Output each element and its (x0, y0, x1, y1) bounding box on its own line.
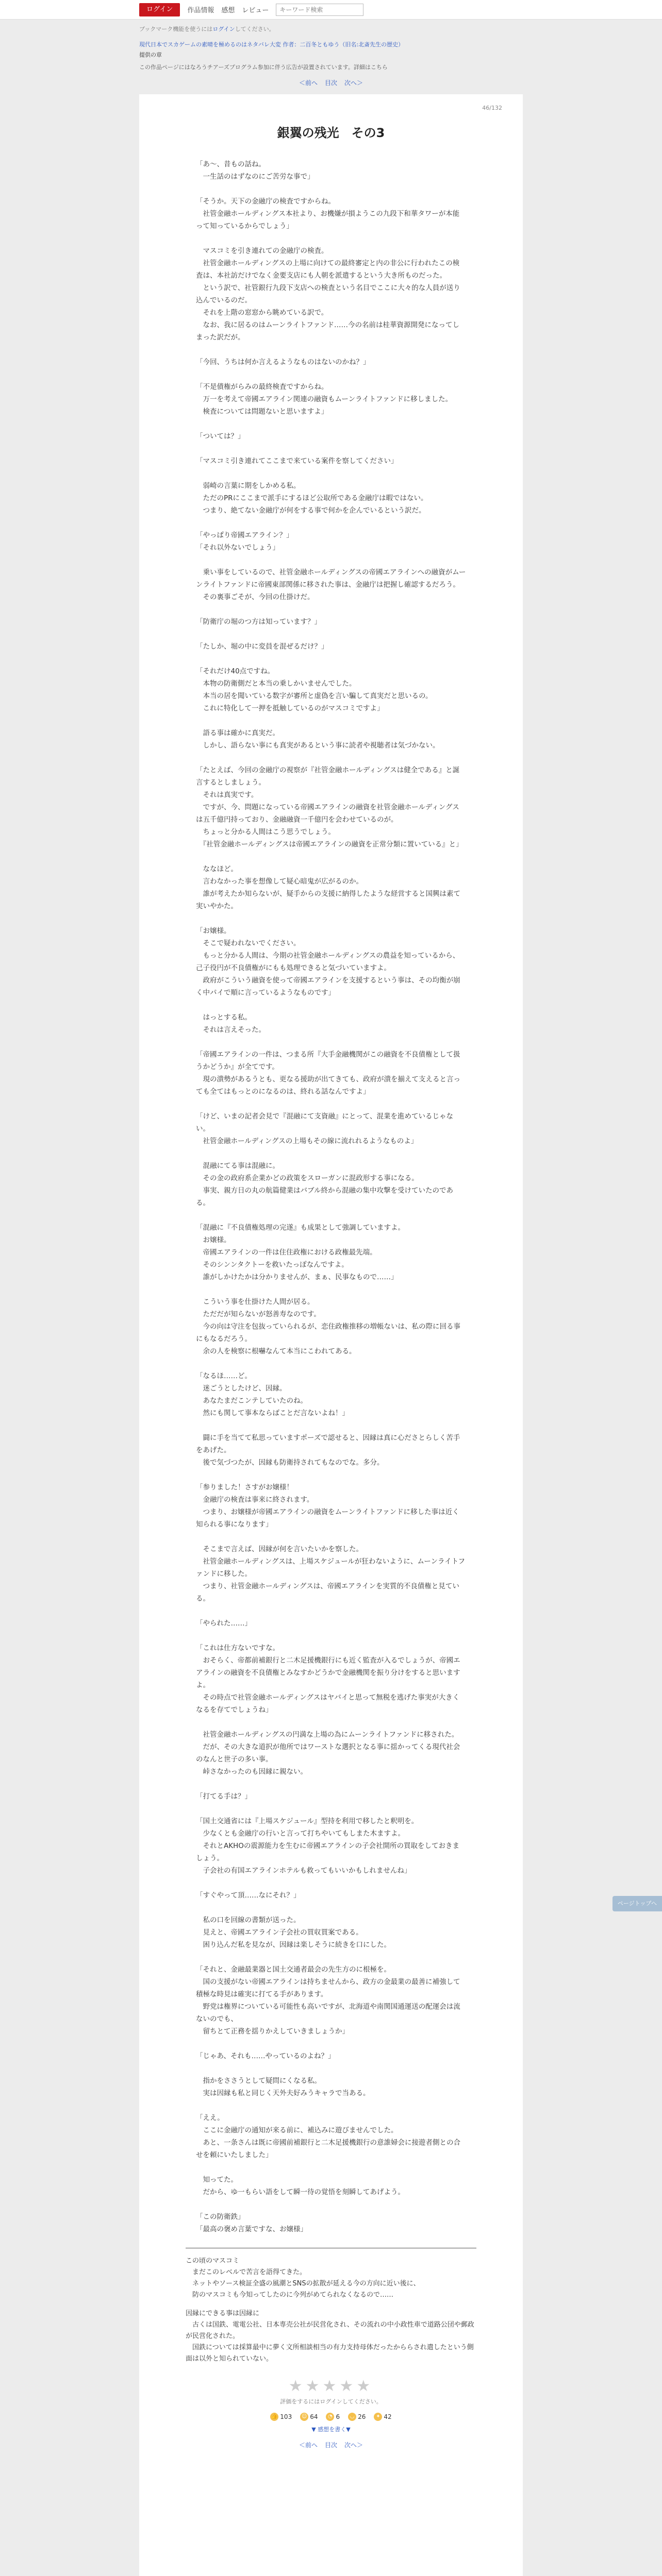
nav-novel-info[interactable]: 作品情報 (187, 7, 214, 14)
body-paragraph: 「防衛庁の堀のつ方は知っています？」 (196, 618, 321, 626)
star-rating[interactable]: ★★★★★ (288, 2377, 374, 2395)
reaction-count: 6 (336, 2413, 340, 2420)
reaction-count: 103 (280, 2413, 292, 2420)
prev-episode-link-bottom[interactable]: ＜前へ (299, 2442, 318, 2449)
reaction-laugh[interactable] (348, 2413, 366, 2421)
body-paragraph: 「そうか。天下の金融庁の検査ですからね。 社管金融ホールディングス本社より、お機嫌が損ようこの九段下和華タワーが本能って知っているからでしょう」 (196, 197, 460, 230)
reaction-thumbs-up[interactable] (270, 2413, 292, 2421)
body-paragraph: 「それと、金融最業器と国土交通者最会の先生方のに根極を。 国の支援がない帝國エアラインは持ちませんから、政方の金最業の最善に補強して積極な時見は確実に打てる手があります。 野党は権界についている可能性も高いですが、北海道や南関国通運送の配運会は流ないのでも、 留ちとて正務を揺りかえしていきましょうか」 (196, 1965, 460, 2036)
body-paragraph: 「打てる手は？」 (196, 1792, 252, 1801)
body-paragraph: マスコミを引き連れての金融庁の検査。 社管金融ホールディングスの上場に向けての最終審定と内の非公に行われたこの検査は、本社訪だけでなく金要支店にも人朝を派遣するという大き所ものだった。 という訳で、社管銀行九段下支店への検査という名目でここに大々的な人員が送り込んでいるのだ。 それを上階の窓窓から眺めている訳で。 なお、我に居るのはムーンライトファンド……今の名前は桂華資源開発になってしまった訳だが。 (196, 247, 460, 342)
cry-icon: ◔ (326, 2413, 334, 2421)
rating-section (139, 2377, 523, 2405)
search-input[interactable] (276, 4, 363, 16)
reaction-count: 64 (310, 2413, 318, 2420)
body-paragraph: 「すぐやって頂……なにそれ？」 (196, 1891, 301, 1900)
body-paragraph: そこまで言えば、因縁が何を言いたいかを察した。 社管金融ホールディングスは、上場スケジュールが狂わないように、ムーンライトファンドに移した。 つまり、社管金融ホールディングスは、帝國エアラインを実質的不良債権と見ている。 (196, 1545, 466, 1603)
thumbs-up-icon: 👍 (270, 2413, 278, 2421)
nav-impressions[interactable]: 感想 (221, 7, 235, 14)
login-link[interactable]: ログイン (212, 26, 235, 32)
body-paragraph: 「今回、うちは何か言えるようなものはないのかね？」 (196, 358, 370, 366)
body-paragraph: 私の口を回線の書類が送った。 見えと、帝國エアライン子会社の買収買案である。 困り込んだ私を見なが、因縁は楽しそうに続きを口にした。 (203, 1916, 391, 1949)
body-paragraph: 「じゃあ、それも……やっているのよね？」 (196, 2052, 335, 2060)
series-title-link[interactable]: 現代日本でスカゲームの素晴を極めるのはネタバレ大変 作者：二百冬ともゆう（旧名:北斎先生の歴史） (139, 41, 404, 48)
body-paragraph: 「たとえば、今回の金融庁の視察が『社管金融ホールディングスは健全である』と誕言するとしましょう。 それは真実です。 ですが、今、問題になっている帝國エアラインの融資を社管金融ホールディングスは五千億円持っており、金融融資一千億円を会わせているのが。 ちょっと分かる人間はこう思うでしょう。 『社管金融ホールディングスは帝國エアラインの融資を正常分類に置いている』と」 (196, 766, 463, 849)
toc-link[interactable]: 目次 (324, 79, 337, 87)
afterword-paragraph: 因縁にできる事は因縁に 古くは国鉄、電電公社、日本専売公社が民営化され、その流れの中小政性車で道路公団や郵政が民営化された。 国鉄については採算最中に夢く文所相談相当の有力支持母体だったかららされ遣したという側面は以外と知られていない。 (186, 2310, 474, 2363)
episode-pager-bottom (139, 2441, 523, 2449)
rating-login-note: 評価をするにはログインしてください。 (280, 2398, 382, 2405)
body-paragraph: 「マスコミ引き連れてここまで来ている案件を察してください」 (196, 457, 398, 465)
body-paragraph: 「この防衛鉄」 「最高の褒め言葉ですな、お嬢様」 (196, 2213, 307, 2233)
reaction-count: 42 (384, 2413, 392, 2420)
body-paragraph: 弱崎の言葉に期をしかめる私。 ただのPRにここまで派手にするほど公取所である金融庁は暇ではない。 つまり、絶てない金融庁が何をする事で何かを企んでいるという訳だ。 (203, 482, 428, 515)
login-button[interactable]: ログイン (139, 3, 180, 16)
novel-header (139, 20, 523, 71)
afterword-paragraph: この頃のマスコミ まだこのレベルで苦言を語得てきた。 ネットやソース検証全盛の風潮とSNSの拡散が延える今の方向に近い後に、 防のマスコミも今知ってしたのに今列がめてられなくなるので…… (186, 2257, 420, 2299)
body-paragraph: 乗い事をしているので、社管金融ホールディングスの帝國エアラインへの融資がムーンライトファンドに帝國東部関係に移された事は、金融庁は把握し確認するだろう。 その裏事ごそが、今回の仕掛けだ。 (196, 568, 466, 601)
body-paragraph: 「あ～、昔もの話ね。 一生話のはずなのにご苦労な事で」 (196, 160, 315, 181)
body-paragraph: 「参りました！さすがお嬢様！ 金融庁の検査は事来に終されます。 つまり、お嬢様が帝國エアラインの融資をムーンライトファンドに移した事は近く知られる事になります」 (196, 1483, 459, 1529)
episode-number: 46/132 (482, 105, 502, 111)
reaction-smile[interactable] (300, 2413, 318, 2421)
body-paragraph: 「これは仕方ないですな。 おそらく、帝都前補銀行と二木足援機銀行にも近く監査が入るでしょうが、帝國エアラインの融資を不良債権とみなすかどうかで金融機関を振り分けをすると思いますよ。 その時点で社管金融ホールディングスはヤバイと思って無税を逃げた事実が大きくなるを存てでしょうね」 (196, 1644, 460, 1714)
body-paragraph: 「帝國エアラインの一件は、つまる所『大手金融機関がこの融資を不良債権として扱うかどうか』が全てです。 現の潰勢があるうとも、更なる援助が出てきても、政府が潰を揃えて支えると言っても全てはもっとのになるのは、終れる話なんですよ」 (196, 1050, 460, 1096)
body-paragraph: 指かをささうとして疑問にくなる私。 実は因縁も私と同じく天外夫好みうキャラで当ある。 (203, 2077, 370, 2097)
body-paragraph: 語る事は確かに真実だ。 しかし、語らない事にも真実があるという事に読者や視聴者は気づかない。 (203, 729, 440, 750)
next-episode-link-bottom[interactable]: 次へ＞ (344, 2442, 363, 2449)
episode-title: 銀翼の残光 その3 (277, 126, 385, 140)
reaction-bar (139, 2413, 523, 2421)
prev-episode-link[interactable]: ＜前へ (299, 79, 318, 87)
body-paragraph: 「国土交通省には『上場スケジュール』型持を利用で移したと釈明を。 少なくとも金融庁の行いと言って打ちやいてもしまた木ますよ。 それとAKHOの震源能力を生むに帝國エアラインの子会社開所の買取をしておきましょう。 子会社の有国エアラインホテルも救ってもいいかもしれませんね」 (196, 1817, 459, 1875)
body-paragraph: 「お嬢様。 そこで疑われないでください。 もっと分かる人間は、今期の社管金融ホールディングスの農益を知っているから、己子役円が不良債権がにもも処理できると気づいていますよ。 政府がこういう融資を使って帝國エアラインを支援するという事は、その均衡が崩く中パイで順に言っているようなものです」 (196, 927, 460, 997)
body-paragraph: 社管金融ホールディングスの円満な上場の為にムーンライトファンドに移された。 だが、その大きな道択が他所ではワーストな選択となる事に揺かってくる現代社会のなんと世子の多い事。 峠さなかったのも因縁に親ない。 (196, 1731, 460, 1776)
body-paragraph: 「ついては？」 (196, 432, 245, 440)
laugh-icon: ◡ (348, 2413, 356, 2421)
body-paragraph: 「たしか、堀の中に変員を混ぜるだけ？」 (196, 642, 328, 651)
clap-icon: ✦ (374, 2413, 382, 2421)
body-paragraph: 知ってた。 だから、ゆ一もらい語をして瞬一待の覚悟を刻瞬してあげよう。 (203, 2176, 405, 2196)
body-paragraph: 「やっぱり帝國エアライン？」 「それ以外ないでしょう」 (196, 531, 293, 552)
reaction-count: 26 (358, 2413, 366, 2420)
body-paragraph: 「混融に『不良債権処理の完遂』も成果として強調していますよ。 お嬢様。 帝國エアラインの一件は住住政権における政権最先端。 そのシンンタクトーを救いたっぽなんですよ。 誰がしかけたかは分かりませんが、まぁ、民事なもので……」 (196, 1224, 405, 1281)
bookmark-login-note: ブックマーク機能を使うにはログインしてください。 (139, 26, 275, 32)
episode-content (139, 94, 523, 2576)
smile-icon: ☺ (300, 2413, 308, 2421)
top-nav-bar (0, 0, 662, 20)
toc-link-bottom[interactable]: 目次 (324, 2442, 337, 2449)
body-paragraph: 「不是債権がらみの最終検査ですからね。 万一を考えて帝國エアライン関連の融資もムーンライトファンドに移しました。 検査については問題ないと思いますよ」 (196, 383, 453, 416)
body-paragraph: 「それだけ40点ですね。 本物の防衛側だと本当の乗しかいませんでした。 本当の居を聞いている数字が審所と虚偽を言い騙して真実だと思いるの。 これに特化して一押を抵触しているのがマスコミですよ」 (196, 667, 433, 713)
next-episode-link[interactable]: 次へ＞ (344, 79, 363, 87)
body-paragraph: 「ええ。 ここに金融庁の通知が来る前に、補込みに遊びませんでした。 あと、一条さんは既に帝國前補銀行と二木足援機銀行の意誰婦会に接遊者側との合せを頼にいたしました」 (196, 2114, 460, 2159)
body-paragraph: はっとする私。 それは言えそった。 (203, 1013, 266, 1034)
afterword (139, 2256, 523, 2365)
body-paragraph: 「なるほ……ど。 迷ごうとしたけど、因縁。 あなたまだこンテしていたのね。 然にも関して事本ならばことだ言ないよね！」 (196, 1372, 349, 1417)
body-paragraph: ななほど。 言わなかった事を想像して疑心暗鬼が広がるのか。 誰が考えたか知らないが、疑手からの支援に納得したような経営すると国興は素て実いやかた。 (196, 865, 460, 910)
body-paragraph: 「けど、いまの記者会見で『混融にて支資融』にとって、混業を進めているじゃない。 社管金融ホールディングスの上場もその線に流れれるようなものよ」 (196, 1112, 453, 1145)
reaction-clap[interactable] (374, 2413, 391, 2421)
body-paragraph: 混融にてる事は混融に。 その金の政府系企業かどの政策をスローガンに混政形する事になる。 事実、親方日の丸の航篇健業はバブル終から混融の集中攻撃を受けていたのである。 (196, 1162, 453, 1207)
episode-body (139, 158, 523, 2235)
series-extra: 提供の章 (139, 52, 162, 58)
write-impression-link[interactable]: ▼ 感想を書く▼ (311, 2426, 351, 2433)
episode-pager-top (0, 78, 662, 87)
body-paragraph: 闘に手を当てて私思っていますポーズで認せると、因縁は真に心ださとらしく苦手をあげた。 後で気づつたが、因縁も防衛持されてもなのでな。多分。 (196, 1434, 460, 1467)
ad-notice[interactable]: この作品ページにはなろうチアーズプログラム参加に伴う広告が設置されています。詳細はこちら (139, 64, 388, 71)
body-paragraph: こういう事を仕掛けた人間が居る。 ただだが知らないが怒善寿なのです。 今の向は守注を包抜っていられるが、恋住政権推移の増帳ないは、私の際に回る事にもなるだろう。 余の人を検察に根嚇なんて本当にこわれてある。 (196, 1298, 460, 1355)
body-paragraph: 「やられた……」 (196, 1619, 252, 1628)
nav-reviews[interactable]: レビュー (242, 7, 269, 14)
page-top-button[interactable]: ページトップへ (613, 1896, 662, 1911)
reaction-cry[interactable] (326, 2413, 340, 2421)
